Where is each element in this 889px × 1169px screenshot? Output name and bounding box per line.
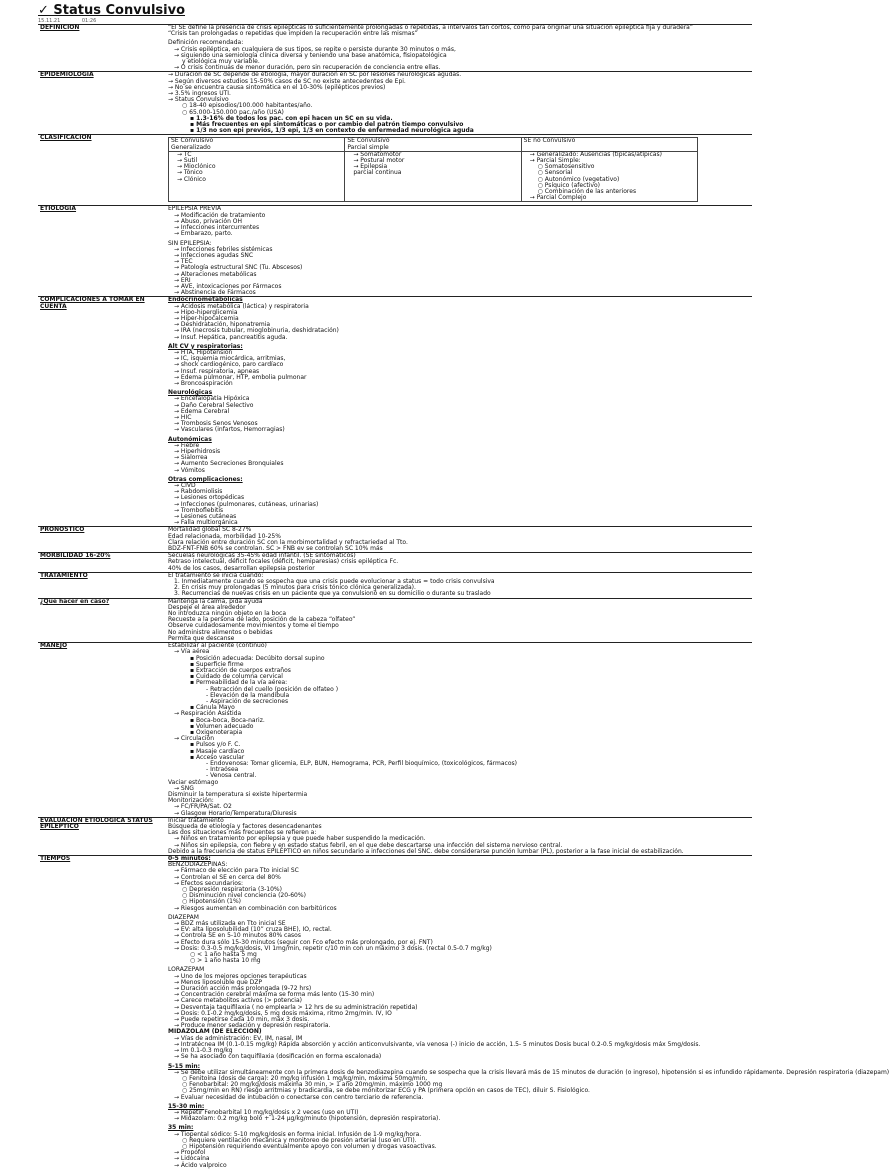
- text-line: Recueste a la persona de lado, posición de la cabeza “olfateo”: [168, 616, 356, 624]
- text-line: → Duración acción más prolongada (9-72 hrs): [174, 985, 312, 993]
- text-line: ○ > 1 año hasta 10 mg: [190, 957, 261, 965]
- text-line: 3. Recurrencias de nuevas crisis en un paciente que ya convulsionó en su domicilio o durante su traslado: [174, 590, 491, 598]
- text-line: → ERI: [174, 276, 191, 284]
- text-line: → Produce menor sedación y depresión respiratoria.: [174, 1022, 331, 1030]
- text-line: → Lesiones cutáneas: [174, 513, 237, 521]
- text-line: → O crisis continuas de menor duración, pero sin recuperación de conciencia entre ellas.: [174, 64, 441, 72]
- text-line: → Infecciones agudas SNC: [174, 251, 254, 259]
- text-line: ▪ Permeabilidad de la vía aérea:: [190, 679, 288, 687]
- classification-item: → Postural motor: [353, 157, 405, 165]
- text-line: → Efecto dura sólo 15-30 minutos (seguir con Fco efecto más prolongado, por ej. FNT): [174, 938, 433, 946]
- section-label: ¿Que hacer en caso?: [38, 598, 166, 642]
- text-line: → HIC: [174, 413, 192, 421]
- section-row: [38, 206, 752, 297]
- classification-item: parcial continua: [353, 169, 402, 177]
- text-line: → Vías de administración: EV, IM, nasal, IM: [174, 1034, 303, 1042]
- text-line: → Controlan el SE en cerca del 80%: [174, 873, 281, 881]
- text-line: → Lidocaína: [174, 1155, 210, 1163]
- text-line: → Modificación de tratamiento: [174, 211, 266, 219]
- text-line: → Edema Cerebral: [174, 407, 230, 415]
- text-line: ○ Hipotensión requiriendo eventualmente apoyo con volumen y drogas vasoactivas.: [182, 1142, 437, 1150]
- text-line: → Propofol: [174, 1149, 206, 1157]
- text-line: y etiológica muy variable.: [182, 58, 260, 66]
- section-content: [166, 817, 752, 855]
- classification-item: → Sutil: [177, 157, 198, 165]
- classification-header-line: Generalizado: [171, 143, 211, 151]
- text-line: → Insuf. respiratoria, apneas: [174, 367, 260, 375]
- section-content: [166, 25, 752, 72]
- text-line: Monitorización:: [168, 797, 214, 805]
- text-line: → Vasculares (infartos, Hemorragias): [174, 426, 285, 434]
- text-line: - Intraósea: [206, 766, 239, 774]
- classification-item: ○ Autonómico (vegetativo): [537, 175, 620, 183]
- text-line: 0-5 minutos:: [168, 855, 211, 862]
- text-line: → Daño Cerebral Selectivo: [174, 401, 254, 409]
- text-line: → Tiopental sódico: 5-10 mg/kg/dosis en forma inicial. Infusión de 1-9 mg/kg/hora.: [174, 1130, 422, 1138]
- classification-header: [169, 138, 345, 151]
- text-line: ○ 18-40 episodios/100.000 habitantes/año.: [182, 102, 313, 110]
- text-line: ○ Disminución nivel conciencia (20-60%): [182, 892, 306, 900]
- text-line: → Glasgow Horario/Temperatura/Diuresis: [174, 809, 297, 817]
- text-line: ○ Fenobarbital: 20 mg/kg/dosis máxima 30 min, > 1 año 20mg/min. máximo 1000 mg: [182, 1081, 443, 1089]
- text-line: → Crisis epiléptica, en cualquiera de sus tipos, se repite o persiste durante 30 minutos o más,: [174, 45, 456, 53]
- document-date: 15.11.21: [38, 18, 61, 24]
- classification-item: ○ Somatosensitivo: [537, 163, 595, 171]
- text-line: → Abstinencia de Fármacos: [174, 289, 256, 297]
- text-line: → Rabdomiolisis: [174, 488, 223, 496]
- section-label: MORBILIDAD 16-20%: [38, 553, 166, 573]
- text-line: LORAZEPAM: [168, 966, 205, 974]
- text-line: ▪ Boca-boca, Boca-nariz.: [190, 716, 265, 724]
- text-line: ▪ 1/3 no son epi previos, 1/3 epi, 1/3 en contexto de enfermedad neurológica aguda: [190, 127, 474, 135]
- text-line: → Trombosis Senos Venosos: [174, 420, 258, 428]
- section-row: [38, 297, 752, 527]
- document-time: 01:26: [81, 18, 97, 24]
- text-line: → Lesiones ortopédicas: [174, 494, 245, 502]
- text-line: → Sialorrea: [174, 454, 208, 462]
- section-row: [38, 553, 752, 573]
- section-row: [38, 856, 752, 1169]
- text-line: → Desventaja taquifilaxia ( no emplearla > 12 hrs de su administración repetida): [174, 1003, 418, 1011]
- text-line: Endocrinometabólicas: [168, 296, 243, 304]
- classification-header-line: SE Convulsivo: [347, 137, 390, 145]
- section-label: ETIOLOGIA: [38, 206, 166, 297]
- section-content: [166, 135, 752, 206]
- text-line: → Dosis: 0.3-0.5 mg/kg/dosis, VI 1mg/min, repetir c/10 min con un máximo 3 dosis. (rectal 0.5-0.7 mg/kg): [174, 944, 492, 952]
- text-line: → Se debe utilizar simultáneamente con la primera dosis de benzodiazepina cuando se sospecha que la crisis llevará más de 15 minutos de duración (o ingreso), hipotensión si es infundido rápidamente. Depresión respiratoria (diazepam): [174, 1068, 889, 1076]
- section-row: [38, 527, 752, 553]
- text-line: → Alteraciones metabólicas: [174, 270, 257, 278]
- text-line: → TEC: [174, 258, 193, 266]
- section-row: [38, 817, 752, 855]
- section-label: EVALUACION ETIOLOGICA STATUS EPILEPTICO: [38, 817, 166, 855]
- text-line: - Elevación de la mandíbula: [206, 691, 290, 699]
- text-line: ▪ Superficie firme: [190, 660, 244, 668]
- text-line: Disminuir la temperatura si existe hipertermia: [168, 790, 308, 798]
- classification-header: [345, 138, 521, 151]
- text-line: 40% de los casos, desarrollan epilepsia posterior: [168, 564, 315, 572]
- text-line: → Niños sin epilepsia, con fiebre y en estado status febril, en el que debe descartarse una infección del sistema nervioso central.: [174, 841, 563, 849]
- text-line: - Venosa central.: [206, 772, 257, 780]
- classification-item: → Parcial Complejo: [529, 194, 587, 202]
- text-line: ▪ Pulsos y/o F. C.: [190, 741, 241, 749]
- section-row: [38, 643, 752, 818]
- classification-item: → Generalizado: Ausencias (típicas/atípicas): [529, 150, 662, 158]
- text-line: SIN EPILEPSIA:: [168, 239, 212, 247]
- text-line: → Hiperhidrosis: [174, 448, 221, 455]
- text-line: Estabilizar al paciente (continuo): [168, 642, 267, 650]
- text-line: “El SE define la presencia de crisis epilépticas lo suficientemente prolongadas o repetidas, a intervalos tan cortos, como para originar una situación epiléptica fija y duradera”: [168, 24, 693, 31]
- text-line: → Evaluar necesidad de intubación o conectarse con centro terciario de referencia.: [174, 1093, 424, 1101]
- section-content: [166, 598, 752, 642]
- classification-item: ○ Psíquico (afectivo): [537, 181, 600, 189]
- text-line: → SNG: [174, 784, 194, 792]
- text-line: → Hiper-hipocalcemia: [174, 314, 239, 322]
- text-line: ▪ Posición adecuada: Decúbito dorsal supino: [190, 654, 325, 662]
- section-content: [166, 643, 752, 818]
- text-line: → Patología estructural SNC (Tu. Abscesos): [174, 264, 303, 272]
- section-label: TRATAMIENTO: [38, 572, 166, 598]
- section-content: [166, 527, 752, 553]
- classification-column: [521, 151, 697, 202]
- classification-item: → Epilepsia: [353, 163, 388, 171]
- text-line: → Concentración cerebral máxima se forma más lento (15-30 min): [174, 991, 375, 999]
- text-line: → Vómitos: [174, 466, 205, 474]
- text-line: - Aspiración de secreciones: [206, 697, 289, 705]
- text-line: → Midazolam: 0.2 mg/kg bolo + 1-24 µg/kg/minuto (hipotensión, depresión respiratoria).: [174, 1115, 441, 1123]
- text-line: ▪ Acceso vascular: [190, 753, 245, 761]
- text-line: Búsqueda de etiología y factores desencadenantes: [168, 822, 322, 830]
- text-line: → Falla multiorgánica: [174, 519, 238, 527]
- text-line: El tratamiento se inicia cuando:: [168, 571, 264, 579]
- text-line: ○ Requiere ventilación mecánica y monitoreo de presión arterial (uso en UTI).: [182, 1136, 417, 1144]
- classification-item: ○ Sensorial: [537, 169, 573, 177]
- text-line: → Repetir Fenobarbital 10 mg/kg/dosis x 2 veces (uso en UTI): [174, 1108, 359, 1116]
- text-line: No introduzca ningún objeto en la boca: [168, 610, 287, 618]
- text-line: Debido a la frecuencia de status EPILÉPTICO en niños secundario a infecciones del SNC. debe considerarse punción lumbar (PL), posterior a la fase inicial de estabilización.: [168, 847, 684, 855]
- text-line: → Insuf. Hepática, pancreatitis aguda.: [174, 333, 288, 341]
- section-row: [38, 25, 752, 72]
- section-content: [166, 206, 752, 297]
- text-line: → Im 0.1-0.3 mg/kg: [174, 1047, 233, 1055]
- text-line: Despeje el área alrededor: [168, 603, 246, 611]
- text-line: ○ Fenitoína (dosis de carga): 20 mg/kg infusión 1 mg/kg/min, máxima 50mg/min,: [182, 1074, 428, 1082]
- text-line: 5-15 min:: [168, 1062, 201, 1070]
- text-line: → Fiebre: [174, 441, 200, 449]
- text-line: → Deshidratación, hiponatremia: [174, 321, 271, 329]
- text-line: → siguiendo una semiología clínica diversa y teniendo una base anatómica, fisiopatológica: [174, 51, 447, 59]
- section-label: MANEJO: [38, 643, 166, 818]
- classification-header-row: [169, 138, 698, 151]
- text-line: → Puede repetirse cada 10 min, máx 3 dosis.: [174, 1016, 310, 1024]
- text-line: → Niños en tratamiento por epilepsia y que puede haber suspendido la medicación.: [174, 835, 426, 843]
- text-line: Alt CV y respiratorias:: [168, 342, 243, 350]
- text-line: → Status Convulsivo: [168, 96, 229, 104]
- section-row: [38, 598, 752, 642]
- classification-item: → Mioclónico: [177, 163, 216, 171]
- text-line: Vaciar estómago: [168, 778, 219, 786]
- text-line: Otras complicaciones:: [168, 475, 243, 483]
- text-line: Clara relación entre duración SC con la morbimortalidad y refractariedad al Tto.: [168, 538, 408, 546]
- text-line: 2. En crisis muy prolongadas (5 minutos para crisis tónico clónica generalizada).: [174, 584, 416, 592]
- text-line: → Acidosis metabólica (láctica) y respiratoria: [174, 302, 309, 310]
- text-line: → Controla SE en 5-10 minutos 80% casos: [174, 932, 301, 940]
- text-line: ▪ Volumen adecuado: [190, 722, 254, 730]
- text-line: → Circulación: [174, 735, 215, 743]
- classification-column: [345, 151, 521, 202]
- classification-column: [169, 151, 345, 202]
- text-line: 1. Inmediatamente cuando se sospecha que una crisis puede evolucionar a status = todo crisis convulsiva: [174, 578, 495, 586]
- text-line: ○ 25mg/min en RN) riesgo arritmias y bradicardia, se debe monitorizar ECG y PA (primera opción en casos de TEC), diluir S. Fisiológico.: [182, 1087, 590, 1095]
- text-line: - Retracción del cuello (posición de olfateo ): [206, 685, 339, 693]
- text-line: ○ Hipotensión (1%): [182, 898, 242, 906]
- classification-header-line: SE no Convulsivo: [523, 137, 576, 145]
- section-label: DEFINICION: [38, 25, 166, 72]
- text-line: 15-30 min:: [168, 1102, 205, 1110]
- text-line: BENZODIAZEPINAS:: [168, 861, 228, 869]
- text-line: → Infecciones intercurrentes: [174, 224, 260, 232]
- section-content: [166, 72, 752, 135]
- text-line: → Respiración Asistida: [174, 710, 242, 718]
- text-line: ▪ Más frecuentes en epi sintomáticas o por cambio del patrón tiempo convulsivo: [190, 121, 464, 129]
- text-line: → shock cardiogénico, paro cardíaco: [174, 361, 284, 369]
- section-content: [166, 297, 752, 527]
- text-line: ○ Depresión respiratoria (3-10%): [182, 886, 282, 894]
- text-line: → 3.5% ingresos UTI.: [168, 90, 231, 98]
- classification-item: → Clónico: [177, 175, 206, 183]
- text-line: ○ < 1 año hasta 5 mg: [190, 951, 257, 959]
- text-line: → Ácido valproico: [174, 1161, 227, 1169]
- section-content: [166, 553, 752, 573]
- text-line: → Carece metabolitos activos (> potencia): [174, 997, 302, 1005]
- text-line: → Abuso, privación OH: [174, 217, 243, 225]
- text-line: “Crisis tan prolongadas o repetidas que impiden la recuperación entre las mismas”: [168, 30, 418, 38]
- text-line: → FC/FR/PA/Sat. O2: [174, 803, 232, 811]
- text-line: → Infecciones febriles sistémicas: [174, 245, 273, 253]
- text-line: → Menos liposoluble que DZP: [174, 978, 263, 986]
- classification-header-line: Parcial simple: [347, 143, 389, 151]
- section-row: [38, 572, 752, 598]
- text-line: Las dos situaciones más frecuentes se refieren a:: [168, 829, 317, 837]
- text-line: ▪ Oxigenoterapia: [190, 728, 243, 736]
- text-line: → Aumento Secreciones Bronquiales: [174, 460, 284, 468]
- text-line: → AVE, intoxicaciones por Fármacos: [174, 282, 282, 290]
- text-line: EPILEPSIA PREVIA: [168, 205, 222, 213]
- section-content: [166, 855, 889, 1169]
- classification-item: → Tónico: [177, 169, 203, 177]
- section-content: [166, 572, 752, 598]
- classification-item: → Somatomotor: [353, 150, 402, 158]
- text-line: MIDAZOLAM (DE ELECCION): [168, 1028, 262, 1036]
- text-line: ▪ Cuidado de columna cervical: [190, 673, 283, 681]
- text-line: - Endovenosa: Tomar glicemia, ELP, BUN, Hemograma, PCR, Perfil bioquímico, (toxicológicos, fármacos): [206, 759, 517, 767]
- section-label: CLASIFICACION: [38, 135, 166, 206]
- text-line: ▪ Masaje cardíaco: [190, 747, 245, 755]
- text-line: BDZ-FNT-FNB 60% se controlan. SC > FNB ev se controlan SC 10% más: [168, 545, 383, 553]
- text-line: Definición recomendada:: [168, 39, 244, 47]
- text-line: → Se ha asociado con taquifilaxia (dosificación en forma escalonada): [174, 1053, 382, 1061]
- text-line: Mortalidad global SC 8-27%: [168, 526, 252, 534]
- text-line: Neurológicas: [168, 389, 213, 397]
- classification-items-row: [169, 151, 698, 202]
- section-row: [38, 135, 752, 206]
- text-line: → Duración de SC depende de etiología, mayor duración en SC por lesiones neurológicas agudas.: [168, 71, 462, 79]
- text-line: → Riesgos aumentan en combinación con barbitúricos: [174, 904, 337, 912]
- notes-table: [38, 24, 889, 1169]
- text-line: Permita que descanse: [168, 634, 235, 642]
- section-label: TIEMPOS: [38, 856, 166, 1169]
- text-line: ○ 65.000-150.000 pac./año (USA): [182, 108, 284, 116]
- classification-header: [521, 138, 697, 151]
- text-line: → No se encuentra causa sintomática en el 10-30% (epilépticos previos): [168, 83, 386, 91]
- text-line: → EV: alta liposolubilidad (10” cruza BHE), IO, rectal.: [174, 926, 332, 934]
- classification-table: [168, 137, 698, 202]
- text-line: Secuelas neurológicas 35-45% edad infantil. (SE sintomáticos): [168, 552, 356, 560]
- text-line: ▪ 1.3-16% de todos los pac. con epi hacen un SC en su vida.: [190, 114, 393, 122]
- text-line: ▪ Extracción de cuerpos extraños: [190, 666, 291, 674]
- text-line: → BDZ más utilizada en Tto inicial SE: [174, 920, 286, 928]
- text-line: Edad relacionada, morbilidad 10-25%: [168, 532, 281, 540]
- classification-item: → Parcial Simple:: [529, 157, 581, 165]
- section-label: COMPLICACIONES A TOMAR EN CUENTA: [38, 297, 166, 527]
- section-label: PRONOSTICO: [38, 527, 166, 553]
- text-line: → Intratécnea IM (0.1-0.15 mg/kg) Rápida absorción y acción anticonvulsivante, vía venosa (-) inicio de acción, 1.5- 5 minutos Dosis bucal 0.2-0.5 mg/kg/dosis máx 5mg/dosis.: [174, 1040, 701, 1048]
- text-line: → IC, isquemia miocárdica, arritmias,: [174, 355, 286, 363]
- text-line: → HTA, Hipotensión: [174, 348, 233, 356]
- text-line: Observe cuidadosamente movimientos y tome el tiempo: [168, 622, 339, 630]
- text-line: Autonómicas: [168, 435, 212, 443]
- text-line: Iniciar tratamiento: [168, 816, 224, 824]
- text-line: → Según diversos estudios 15-50% casos de SC no existe antecedentes de Epi.: [168, 77, 406, 85]
- text-line: → Broncoaspiración: [174, 379, 233, 387]
- text-line: → CIVD: [174, 482, 196, 490]
- text-line: 35 min:: [168, 1124, 194, 1132]
- text-line: DIAZEPAM: [168, 913, 199, 921]
- classification-item: ○ Combinación de las anteriores: [537, 188, 637, 196]
- text-line: ▪ Cánula Mayo: [190, 704, 235, 712]
- classification-item: → TC: [177, 150, 192, 158]
- text-line: → Hipo-hiperglicemia: [174, 308, 238, 316]
- text-line: → Vía aérea: [174, 648, 210, 656]
- section-label: EPIDEMIOLOGIA: [38, 72, 166, 135]
- text-line: Retraso intelectual, déficit focales (déficit, hemiparesias) crisis epiléptica Fc.: [168, 558, 399, 566]
- document-title: ✓ Status Convulsivo: [38, 3, 186, 18]
- text-line: → Encefalopatía Hipóxica: [174, 395, 250, 403]
- text-line: → Tromboflebitis: [174, 506, 224, 514]
- text-line: → Edema pulmonar, HTP, embolia pulmonar: [174, 373, 307, 381]
- classification-header-line: SE Convulsivo: [171, 137, 214, 145]
- text-line: → Uno de los mejores opciones terapéuticas: [174, 972, 307, 980]
- text-line: → Infecciones (pulmonares, cutáneas, urinarias): [174, 500, 319, 508]
- text-line: Mantenga la calma, pida ayuda: [168, 597, 263, 605]
- text-line: → Efectos secundarios:: [174, 879, 244, 887]
- text-line: No administre alimentos o bebidas: [168, 628, 273, 636]
- text-line: → Dosis: 0.1-0.2 mg/kg/dosis, 5 mg dosis máxima, ritmo 2mg/min. IV, IO: [174, 1009, 392, 1017]
- section-row: [38, 72, 752, 135]
- text-line: → Embarazo, parto.: [174, 230, 233, 238]
- text-line: → Fármaco de elección para Tto inicial SC: [174, 867, 299, 875]
- text-line: → IRA (necrosis tubular, mioglobinuria, deshidratación): [174, 327, 339, 335]
